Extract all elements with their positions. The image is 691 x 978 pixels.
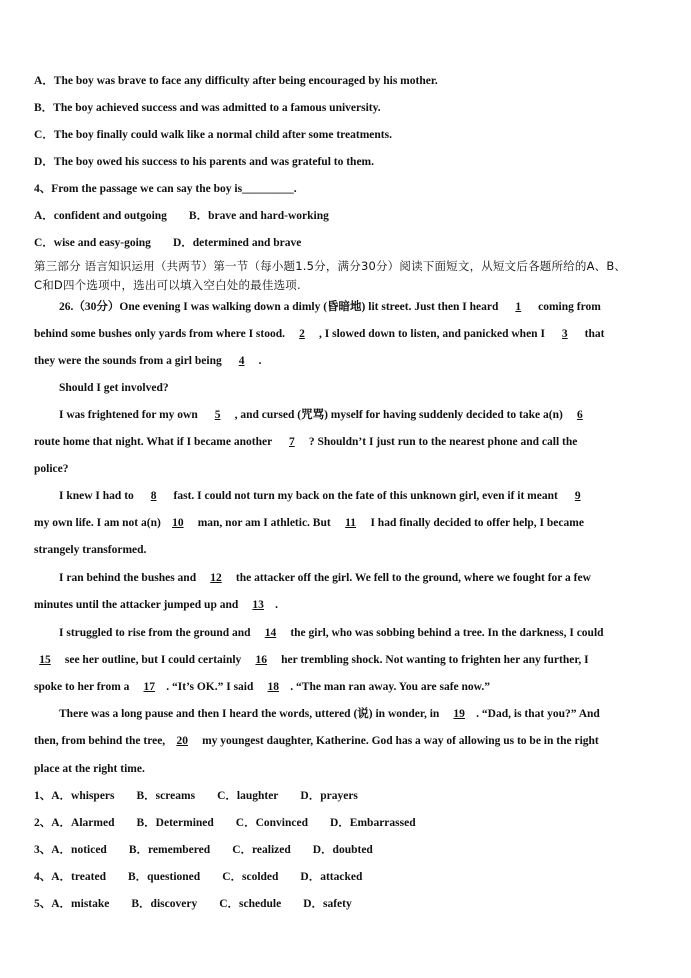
blank-9: 9 (574, 490, 581, 502)
blank-15: 15 (39, 654, 51, 666)
blank-14: 14 (264, 627, 277, 639)
q4-option-c: C．wise and easy-going (34, 237, 151, 249)
blank-20: 20 (176, 735, 188, 747)
passage-line: 15 see her outline, but I could certainly 16 her trembling shock. Not wanting to frighten her any further, I (34, 653, 589, 667)
blank-6: 6 (576, 409, 583, 421)
passage-line: strangely transformed. (34, 544, 147, 556)
blank-3: 3 (561, 328, 568, 340)
blank-7: 7 (288, 436, 295, 448)
passage-line: 26.（30分）One evening I was walking down a dimly (昏暗地) lit street. Just then I heard 1 coming from (59, 301, 601, 313)
q4-option-a: A．confident and outgoing (34, 210, 167, 222)
question-4-options-ab (34, 209, 329, 223)
passage-line: they were the sounds from a girl being 4 . (34, 355, 262, 367)
option-b: B．The boy achieved success and was admitted to a famous university. (34, 102, 381, 114)
blank-2: 2 (299, 328, 305, 340)
choice-row: 2、A．Alarmed B．Determined C．Convinced D．Embarrassed (34, 817, 416, 829)
section-heading-line2: C和D四个选项中，选出可以填入空白处的最佳选项. (34, 278, 301, 292)
passage-line: spoke to her from a 17 . “It’s OK.” I said 18 . “The man ran away. You are safe now.” (34, 681, 490, 693)
choice-row: 5、A．mistake B．discovery C．schedule D．safety (34, 898, 352, 910)
blank-1: 1 (515, 301, 522, 313)
blank-5: 5 (214, 409, 221, 421)
blank-13: 13 (252, 599, 264, 611)
passage-line: I knew I had to 8 fast. I could not turn my back on the fate of this unknown girl, even if it meant 9 (59, 489, 595, 503)
blank-4: 4 (238, 355, 245, 367)
passage-line: minutes until the attacker jumped up and 13 . (34, 599, 279, 611)
blank-12: 12 (210, 572, 222, 584)
question-4: 4、From the passage we can say the boy is_________. (34, 183, 297, 195)
q4-option-d: D．determined and brave (172, 237, 302, 249)
passage-line: behind some bushes only yards from where I stood. 2 , I slowed down to listen, and panicked when I 3 that (34, 328, 605, 340)
question-4-options-cd (34, 236, 301, 250)
blank-16: 16 (255, 654, 267, 666)
passage-line: police? (34, 463, 69, 475)
blank-11: 11 (345, 517, 357, 529)
blank-18: 18 (267, 681, 280, 693)
passage-line: my own life. I am not a(n) 10 man, nor am I athletic. But 11 I had finally decided to offer help, I became (34, 517, 584, 529)
blank-17: 17 (143, 681, 156, 693)
blank-10: 10 (172, 517, 184, 529)
passage-line: I struggled to rise from the ground and 14 the girl, who was sobbing behind a tree. In the darkness, I could (59, 627, 604, 639)
passage-line: I ran behind the bushes and 12 the attacker off the girl. We fell to the ground, where we fought for a few (59, 572, 591, 584)
section-heading-line1: 第三部分 语言知识运用（共两节）第一节（每小题1.5分，满分30分）阅读下面短文，从短文后各题所给的A、B、 (34, 259, 627, 273)
passage-line: then, from behind the tree, 20 my youngest daughter, Katherine. God has a way of allowing us to be in the right (34, 735, 599, 747)
choice-row: 1、A．whispers B．screams C．laughter D．prayers (34, 790, 358, 802)
choice-row: 4、A．treated B．questioned C．scolded D．attacked (34, 871, 363, 883)
blank-8: 8 (150, 490, 157, 502)
passage-line: route home that night. What if I became another 7 ? Shouldn’t I just run to the nearest phone and call the (34, 436, 578, 448)
choice-row: 3、A．noticed B．remembered C．realized D．doubted (34, 844, 373, 856)
passage-line: place at the right time. (34, 763, 145, 775)
passage-line: I was frightened for my own 5 , and cursed (咒骂) myself for having suddenly decided to take a(n) 6 (59, 408, 597, 422)
q4-option-b: B．brave and hard-working (188, 210, 329, 222)
passage-line: Should I get involved? (59, 382, 169, 394)
blank-19: 19 (453, 708, 465, 720)
option-d: D．The boy owed his success to his parents and was grateful to them. (34, 156, 375, 168)
option-a: A．The boy was brave to face any difficulty after being encouraged by his mother. (34, 75, 438, 87)
passage-line: There was a long pause and then I heard the words, uttered (说) in wonder, in 19 . “Dad, is that you?” And (59, 708, 600, 720)
option-c: C．The boy finally could walk like a normal child after some treatments. (34, 129, 392, 141)
